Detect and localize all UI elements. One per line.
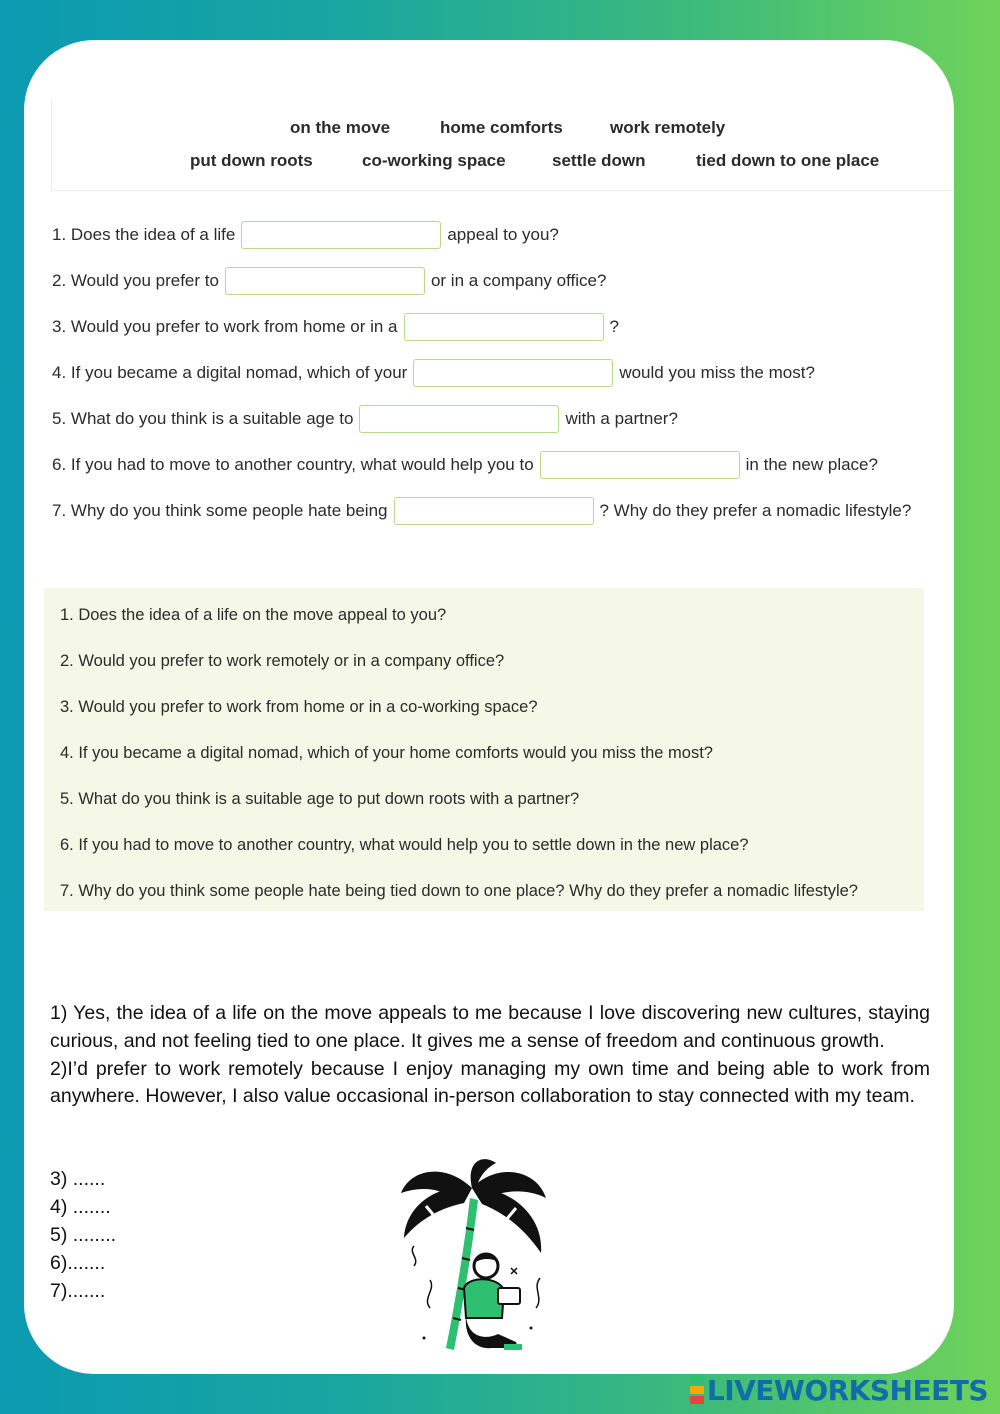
question-text: in the new place? <box>745 455 878 474</box>
completed-sentence: 1. Does the idea of a life on the move appeal to you? <box>60 606 447 624</box>
question-5 <box>52 403 678 435</box>
question-text: 1. Does the idea of a life <box>52 225 236 244</box>
question-text: ? <box>609 317 619 336</box>
answer-line-6: 6)....... <box>50 1252 106 1274</box>
question-text: 6. If you had to move to another country, what would help you to <box>52 455 534 474</box>
completed-sentence: 4. If you became a digital nomad, which of your home comforts would you miss the most? <box>60 744 713 762</box>
completed-sentence: 3. Would you prefer to work from home or in a co-working space? <box>60 698 538 716</box>
completed-sentence: 7. Why do you think some people hate being tied down to one place? Why do they prefer a nomadic lifestyle? <box>60 882 858 900</box>
word-bank-item: tied down to one place <box>696 151 880 170</box>
question-text: 2. Would you prefer to <box>52 271 219 290</box>
question-1 <box>52 219 559 251</box>
brand-logo-icon <box>690 1375 704 1405</box>
palm-tree-illustration <box>386 1158 558 1358</box>
question-text: would you miss the most? <box>619 363 815 382</box>
word-bank-item: settle down <box>552 151 646 170</box>
completed-sentence: 2. Would you prefer to work remotely or in a company office? <box>60 652 505 670</box>
word-bank <box>51 100 954 191</box>
answer-input-5[interactable] <box>359 405 559 433</box>
completed-sentence: 6. If you had to move to another country, what would help you to settle down in the new place? <box>60 836 749 854</box>
answer-input-7[interactable] <box>394 497 594 525</box>
student-answers <box>50 1000 930 1111</box>
question-text: 5. What do you think is a suitable age to <box>52 409 354 428</box>
question-text: appeal to you? <box>447 225 559 244</box>
answer-line-7: 7)....... <box>50 1280 106 1302</box>
question-3 <box>52 311 619 343</box>
answer-paragraph-2: 2)I’d prefer to work remotely because I enjoy managing my own time and being able to work from anywhere. However, I also value occasional in-person collaboration to stay connected with my team. <box>50 1057 930 1108</box>
question-2 <box>52 265 606 297</box>
question-text: 4. If you became a digital nomad, which of your <box>52 363 408 382</box>
question-text: 3. Would you prefer to work from home or in a <box>52 317 398 336</box>
answer-line-4: 4) ....... <box>50 1196 111 1218</box>
word-bank-item: work remotely <box>610 118 726 137</box>
word-bank-item: home comforts <box>440 118 563 137</box>
answer-input-1[interactable] <box>241 221 441 249</box>
question-text: 7. Why do you think some people hate being <box>52 501 388 520</box>
answer-input-3[interactable] <box>404 313 604 341</box>
question-text: with a partner? <box>565 409 678 428</box>
word-bank-item: on the move <box>290 118 391 137</box>
answer-input-2[interactable] <box>225 267 425 295</box>
answer-line-5: 5) ........ <box>50 1224 117 1246</box>
question-4 <box>52 357 815 389</box>
question-text: or in a company office? <box>430 271 607 290</box>
answer-input-4[interactable] <box>413 359 613 387</box>
question-text: ? Why do they prefer a nomadic lifestyle? <box>599 501 912 520</box>
answer-line-3: 3) ...... <box>50 1168 106 1190</box>
answer-paragraph-1: 1) Yes, the idea of a life on the move appeals to me because I love discovering new cultures, staying curious, and not feeling tied to one place. It gives me a sense of freedom and continuous growth. <box>50 1002 930 1052</box>
liveworksheets-logo <box>690 1372 988 1408</box>
word-bank-item: co-working space <box>362 151 506 170</box>
brand-name: LIVEWORKSHEETS <box>706 1373 988 1407</box>
worksheet-card <box>24 40 954 1374</box>
word-bank-item: put down roots <box>190 151 313 170</box>
question-7 <box>52 495 911 527</box>
completed-sentence: 5. What do you think is a suitable age to put down roots with a partner? <box>60 790 580 808</box>
question-6 <box>52 449 878 481</box>
answer-input-6[interactable] <box>540 451 740 479</box>
completed-sentences-panel <box>44 588 924 911</box>
